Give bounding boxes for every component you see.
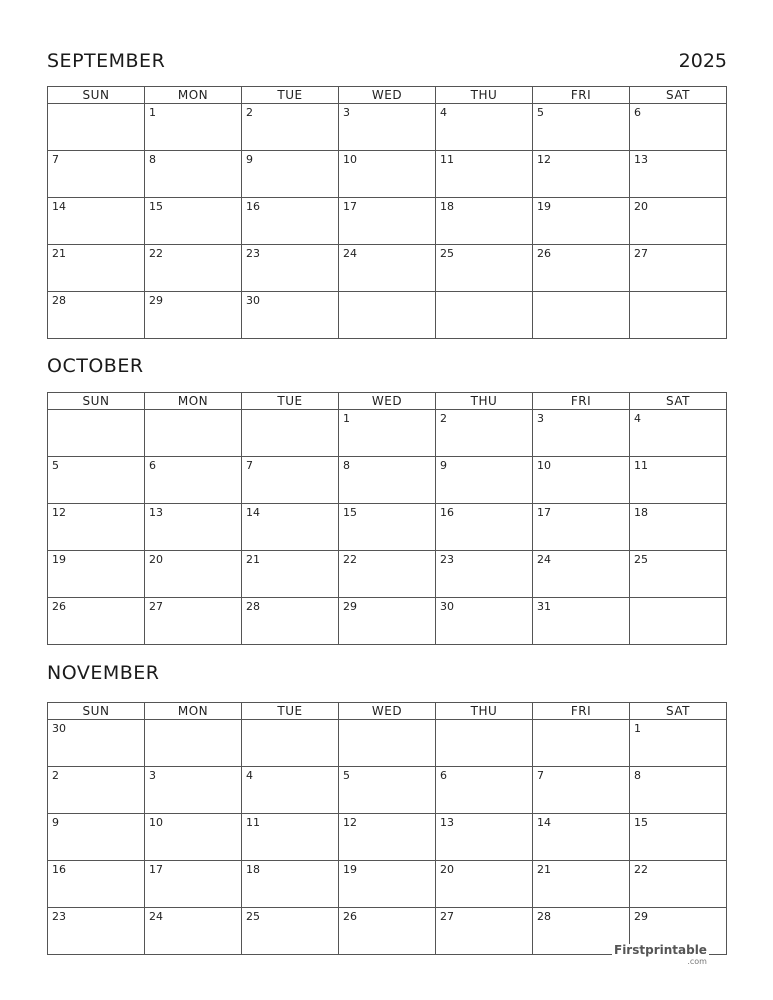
- day-cell: [339, 292, 436, 339]
- day-cell: 13: [145, 504, 242, 551]
- day-cell: 30: [436, 598, 533, 645]
- week-row: [48, 457, 727, 504]
- day-cell: 20: [630, 198, 727, 245]
- weekday-header: FRI: [533, 703, 630, 720]
- day-cell: 24: [533, 551, 630, 598]
- month-september: [47, 48, 727, 307]
- day-cell: 5: [339, 767, 436, 814]
- day-cell: 25: [630, 551, 727, 598]
- day-cell: 31: [533, 598, 630, 645]
- day-cell: 22: [630, 861, 727, 908]
- day-cell: 8: [145, 151, 242, 198]
- day-cell: 27: [630, 245, 727, 292]
- weekday-header: FRI: [533, 87, 630, 104]
- day-cell: 11: [242, 814, 339, 861]
- weekday-header: TUE: [242, 87, 339, 104]
- day-cell: 1: [339, 410, 436, 457]
- day-cell: 19: [48, 551, 145, 598]
- day-cell: 29: [630, 908, 727, 955]
- day-cell: 25: [242, 908, 339, 955]
- day-cell: 1: [145, 104, 242, 151]
- day-cell: [533, 292, 630, 339]
- weekday-header: WED: [339, 87, 436, 104]
- day-cell: 15: [630, 814, 727, 861]
- day-cell: [145, 720, 242, 767]
- day-cell: 8: [339, 457, 436, 504]
- day-cell: 2: [48, 767, 145, 814]
- day-cell: 7: [242, 457, 339, 504]
- day-cell: 28: [242, 598, 339, 645]
- week-row: [48, 292, 727, 339]
- day-cell: 8: [630, 767, 727, 814]
- day-cell: [48, 410, 145, 457]
- day-cell: 9: [436, 457, 533, 504]
- weekday-header: MON: [145, 703, 242, 720]
- day-cell: 26: [533, 245, 630, 292]
- day-cell: [436, 292, 533, 339]
- day-cell: 17: [145, 861, 242, 908]
- day-cell: [48, 104, 145, 151]
- weekday-header: TUE: [242, 703, 339, 720]
- day-cell: 21: [533, 861, 630, 908]
- day-cell: 12: [533, 151, 630, 198]
- weekday-header: SUN: [48, 393, 145, 410]
- week-row: [48, 861, 727, 908]
- day-cell: 27: [145, 598, 242, 645]
- day-cell: 3: [145, 767, 242, 814]
- day-cell: 19: [339, 861, 436, 908]
- week-row: [48, 151, 727, 198]
- day-cell: 25: [436, 245, 533, 292]
- day-cell: 9: [242, 151, 339, 198]
- day-cell: [630, 598, 727, 645]
- weekday-header-row: [48, 393, 727, 410]
- day-cell: 12: [48, 504, 145, 551]
- calendar-grid: [47, 86, 727, 339]
- weekday-header: TUE: [242, 393, 339, 410]
- week-row: [48, 245, 727, 292]
- day-cell: 1: [630, 720, 727, 767]
- day-cell: 13: [630, 151, 727, 198]
- day-cell: 16: [436, 504, 533, 551]
- day-cell: [339, 720, 436, 767]
- brand-watermark: [612, 944, 709, 968]
- weekday-header: FRI: [533, 393, 630, 410]
- day-cell: 5: [48, 457, 145, 504]
- day-cell: 2: [242, 104, 339, 151]
- day-cell: 21: [48, 245, 145, 292]
- day-cell: [630, 292, 727, 339]
- week-row: [48, 104, 727, 151]
- day-cell: 7: [48, 151, 145, 198]
- day-cell: 18: [242, 861, 339, 908]
- day-cell: 14: [533, 814, 630, 861]
- weekday-header: SUN: [48, 87, 145, 104]
- day-cell: 14: [48, 198, 145, 245]
- day-cell: 10: [533, 457, 630, 504]
- weekday-header: SAT: [630, 703, 727, 720]
- week-row: [48, 410, 727, 457]
- day-cell: 26: [339, 908, 436, 955]
- day-cell: 30: [242, 292, 339, 339]
- weekday-header: SAT: [630, 87, 727, 104]
- weekday-header: SAT: [630, 393, 727, 410]
- day-cell: 24: [339, 245, 436, 292]
- month-title: SEPTEMBER: [47, 50, 166, 72]
- day-cell: 21: [242, 551, 339, 598]
- day-cell: 23: [48, 908, 145, 955]
- day-cell: 18: [436, 198, 533, 245]
- weekday-header: WED: [339, 393, 436, 410]
- day-cell: 6: [145, 457, 242, 504]
- day-cell: 5: [533, 104, 630, 151]
- week-row: [48, 598, 727, 645]
- week-row: [48, 767, 727, 814]
- day-cell: 3: [533, 410, 630, 457]
- weekday-header: THU: [436, 703, 533, 720]
- brand-tld: .com: [687, 957, 707, 966]
- weekday-header: WED: [339, 703, 436, 720]
- calendar-grid: [47, 392, 727, 645]
- day-cell: 17: [339, 198, 436, 245]
- day-cell: 10: [339, 151, 436, 198]
- day-cell: 12: [339, 814, 436, 861]
- day-cell: 20: [145, 551, 242, 598]
- day-cell: 27: [436, 908, 533, 955]
- day-cell: 24: [145, 908, 242, 955]
- day-cell: 16: [48, 861, 145, 908]
- day-cell: 7: [533, 767, 630, 814]
- day-cell: 6: [630, 104, 727, 151]
- day-cell: [145, 410, 242, 457]
- day-cell: 18: [630, 504, 727, 551]
- day-cell: 11: [436, 151, 533, 198]
- weekday-header: MON: [145, 393, 242, 410]
- year-label: 2025: [678, 50, 727, 72]
- weekday-header: SUN: [48, 703, 145, 720]
- weekday-header: THU: [436, 87, 533, 104]
- day-cell: [436, 720, 533, 767]
- day-cell: 6: [436, 767, 533, 814]
- weekday-header-row: [48, 703, 727, 720]
- day-cell: 11: [630, 457, 727, 504]
- day-cell: 10: [145, 814, 242, 861]
- day-cell: 19: [533, 198, 630, 245]
- week-row: [48, 720, 727, 767]
- week-row: [48, 504, 727, 551]
- month-title: OCTOBER: [47, 355, 144, 377]
- week-row: [48, 198, 727, 245]
- day-cell: 15: [339, 504, 436, 551]
- day-cell: 14: [242, 504, 339, 551]
- day-cell: 28: [48, 292, 145, 339]
- day-cell: 29: [339, 598, 436, 645]
- day-cell: 26: [48, 598, 145, 645]
- day-cell: 28: [533, 908, 630, 955]
- month-october: [47, 353, 727, 613]
- day-cell: 4: [242, 767, 339, 814]
- month-november: [47, 660, 727, 923]
- day-cell: [242, 720, 339, 767]
- day-cell: 23: [242, 245, 339, 292]
- day-cell: [533, 720, 630, 767]
- day-cell: 23: [436, 551, 533, 598]
- week-row: [48, 814, 727, 861]
- day-cell: 3: [339, 104, 436, 151]
- day-cell: 4: [436, 104, 533, 151]
- weekday-header: MON: [145, 87, 242, 104]
- day-cell: 15: [145, 198, 242, 245]
- day-cell: 22: [339, 551, 436, 598]
- day-cell: 9: [48, 814, 145, 861]
- brand-name: Firstprintable: [614, 943, 707, 957]
- day-cell: 22: [145, 245, 242, 292]
- day-cell: 4: [630, 410, 727, 457]
- day-cell: 29: [145, 292, 242, 339]
- month-title: NOVEMBER: [47, 662, 160, 684]
- weekday-header-row: [48, 87, 727, 104]
- week-row: [48, 551, 727, 598]
- day-cell: [242, 410, 339, 457]
- day-cell: 20: [436, 861, 533, 908]
- day-cell: 16: [242, 198, 339, 245]
- day-cell: 2: [436, 410, 533, 457]
- calendar-grid: [47, 702, 727, 955]
- day-cell: 30: [48, 720, 145, 767]
- weekday-header: THU: [436, 393, 533, 410]
- day-cell: 13: [436, 814, 533, 861]
- day-cell: 17: [533, 504, 630, 551]
